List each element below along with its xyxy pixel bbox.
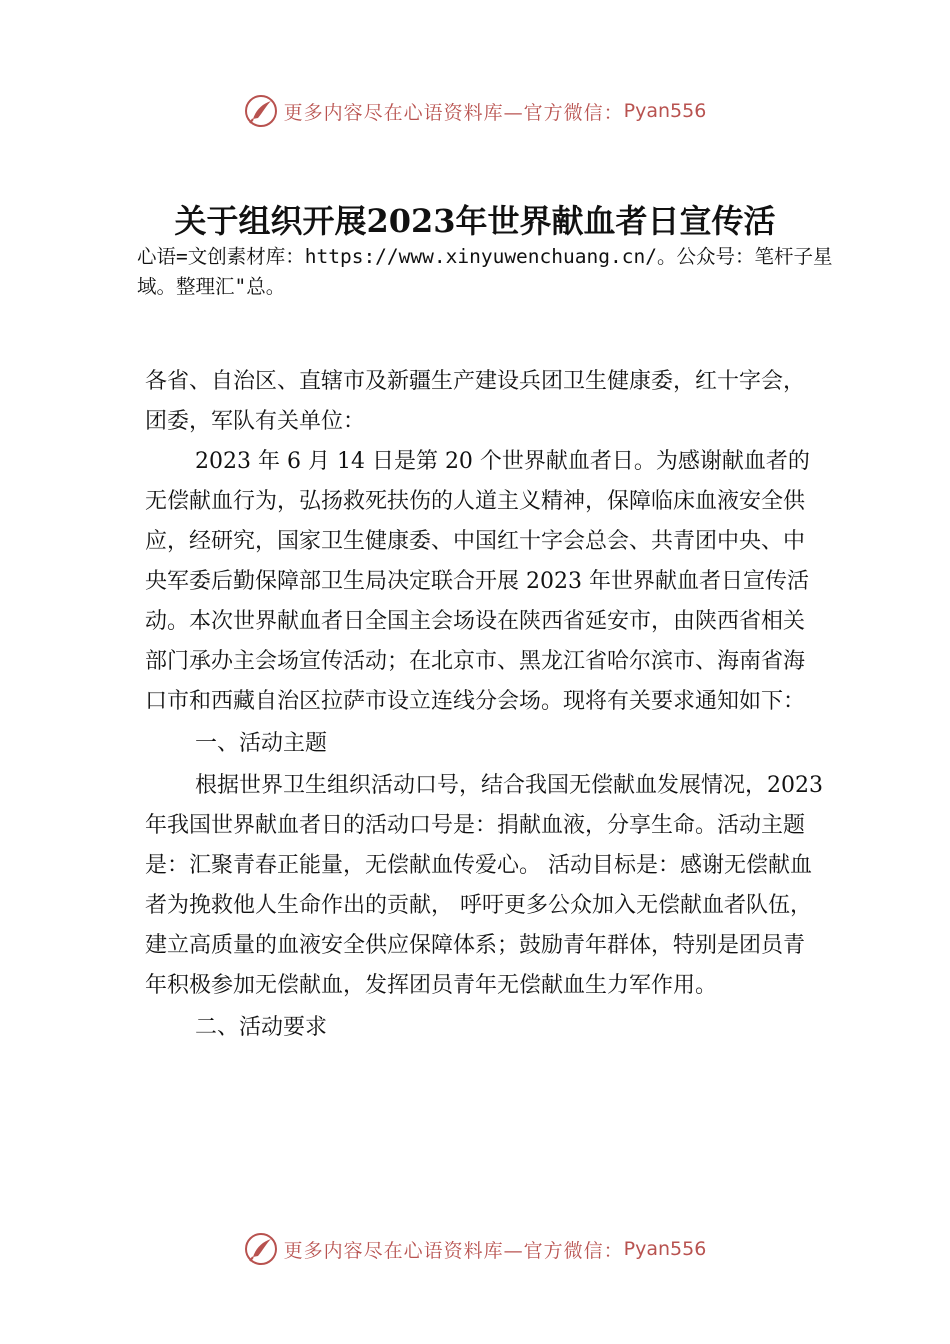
header-banner — [0, 94, 950, 128]
source-note: 心语=文创素材库：https://www.xinyuwenchuang.cn/。公众号：笔杆子星域。整理汇"总。 — [137, 245, 833, 298]
banner-text: 更多内容尽在心语资料库—官方微信： — [283, 1239, 624, 1262]
intro-paragraph: 2023 年 6 月 14 日是第 20 个世界献血者日。为感谢献血者的无偿献血行为，弘扬救死扶伤的人道主义精神，保障临床血液安全供应，经研究，国家卫生健康委、中国红十字会总会、共青团中央、中央军委后勤保障部卫生局决定联合开展 2023 年世界献血者日宣传活动。本次世界献血者日全国主会场设在陕西省延安市，由陕西省相关部门承办主会场宣传活动；在北京市、黑龙江省哈尔滨市、海南省海口市和西藏自治区拉萨市设立连线分会场。现将有关要求通知如下： — [145, 449, 810, 714]
quill-logo-icon — [244, 94, 278, 128]
footer-banner — [0, 1232, 950, 1266]
banner-wechat-id: Pyan556 — [623, 1238, 707, 1260]
quill-logo-icon — [244, 1232, 278, 1266]
theme-paragraph: 根据世界卫生组织活动口号，结合我国无偿献血发展情况，2023 年我国世界献血者日的活动口号是：捐献血液，分享生命。活动主题是：汇聚青春正能量，无偿献血传爱心。 活动目标是：感谢无偿献血者为挽救他人生命作出的贡献， 呼吁更多公众加入无偿献血者队伍，建立高质量的血液安全供应保障体系；鼓励青年群体，特别是团员青年积极参加无偿献血，发挥团员青年无偿献血生力军作用。 — [145, 773, 823, 998]
document-body — [145, 362, 825, 1050]
addressee-paragraph: 各省、自治区、直辖市及新疆生产建设兵团卫生健康委，红十字会，团委，军队有关单位： — [145, 369, 806, 434]
banner-text: 更多内容尽在心语资料库—官方微信： — [283, 101, 624, 124]
document-title: 关于组织开展2023年世界献血者日宣传活 — [174, 202, 776, 240]
banner-wechat-id: Pyan556 — [623, 100, 707, 122]
section-heading-theme: 一、活动主题 — [195, 731, 328, 756]
section-heading-requirements: 二、活动要求 — [195, 1015, 328, 1040]
